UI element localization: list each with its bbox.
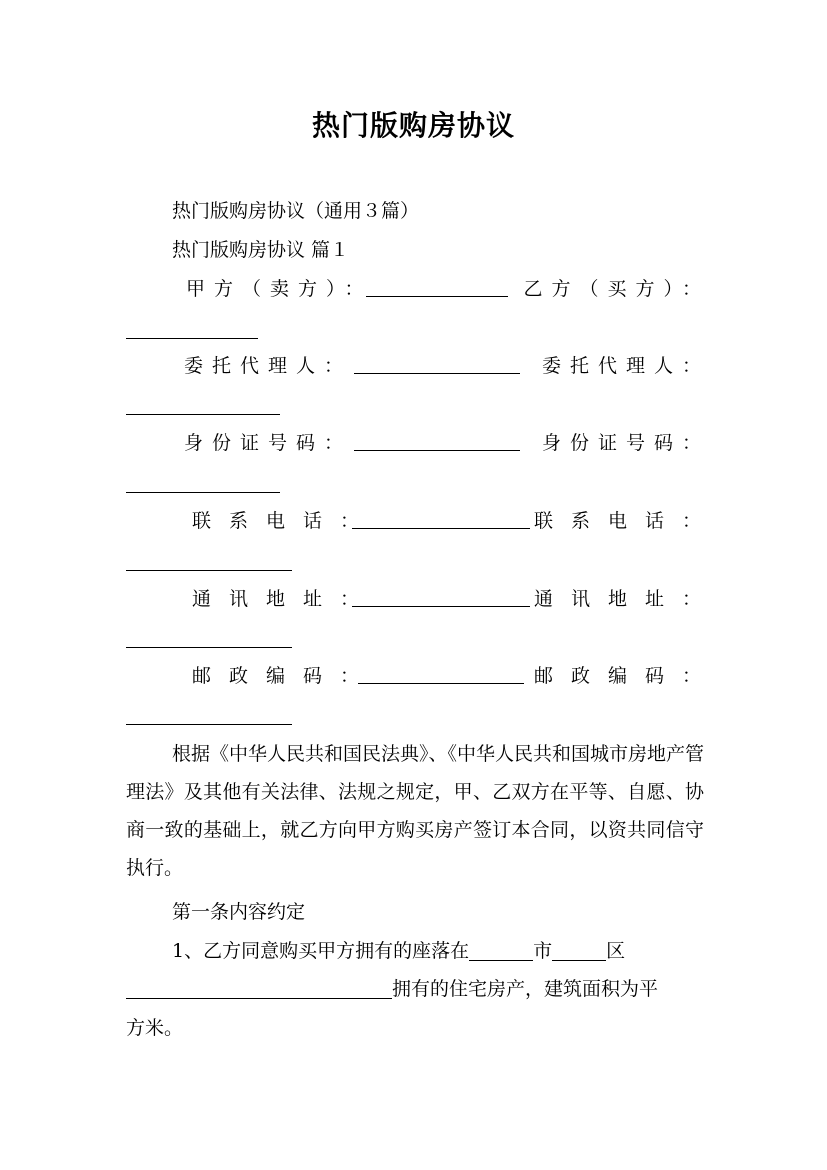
clause-1-line-2 — [126, 970, 701, 1008]
buyer-blank[interactable] — [126, 337, 258, 339]
clause-1-prefix: 1、乙方同意购买甲方拥有的座落在 — [172, 940, 470, 962]
id-a-blank[interactable] — [354, 424, 520, 451]
city-blank[interactable] — [469, 934, 533, 961]
phone-b-label: 联系电话： — [533, 510, 719, 532]
clause-1-suffix: 拥有的住宅房产，建筑面积为平 — [392, 978, 659, 1000]
postcode-b-blank[interactable] — [126, 723, 292, 725]
phone-b-blank[interactable] — [126, 569, 292, 571]
agent-b-label: 委托代理人： — [541, 355, 710, 377]
document-subtitle: 热门版购房协议（通用３篇） — [172, 200, 420, 222]
clause-1-line-1 — [126, 932, 747, 970]
field-row-id — [126, 424, 710, 462]
intro-paragraph: 根据《中华人民共和国民法典》、《中华人民共和国城市房地产管理法》及其他有关法律、法规之规定，甲、乙双方在平等、自愿、协商一致的基础上，就乙方向甲方购买房产签订本合同，以资共同信守执行。 — [126, 743, 705, 879]
phone-a-label: 联系电话： — [192, 510, 378, 532]
field-row-address — [126, 580, 719, 618]
district-blank[interactable] — [552, 934, 606, 961]
agent-a-blank[interactable] — [354, 347, 520, 374]
field-row-postcode — [126, 657, 719, 695]
address-b-label: 通讯地址： — [533, 588, 719, 610]
clause-1-city: 市 — [533, 940, 553, 962]
address-a-blank[interactable] — [352, 580, 530, 607]
phone-a-blank[interactable] — [352, 502, 530, 529]
clause-1-line-3: 方米。 — [126, 1017, 184, 1039]
location-blank[interactable] — [126, 972, 392, 999]
field-row-phone — [126, 502, 719, 540]
address-b-blank[interactable] — [126, 646, 292, 648]
section-heading: 热门版购房协议 篇１ — [172, 239, 350, 261]
clause-1-district: 区 — [606, 940, 626, 962]
agent-b-blank[interactable] — [126, 413, 280, 415]
postcode-a-blank[interactable] — [358, 657, 524, 684]
address-a-label: 通讯地址： — [192, 588, 378, 610]
postcode-b-label: 邮政编码： — [533, 665, 719, 687]
id-b-blank[interactable] — [126, 491, 280, 493]
postcode-a-label: 邮政编码： — [192, 665, 378, 687]
id-a-label: 身份证号码： — [184, 432, 353, 454]
field-row-party — [126, 270, 710, 308]
buyer-label: 乙方（买方）： — [523, 278, 710, 300]
seller-blank[interactable] — [366, 270, 508, 297]
article-1-heading: 第一条内容约定 — [172, 901, 306, 923]
seller-label: 甲方（卖方）： — [186, 278, 373, 300]
document-title: 热门版购房协议 — [311, 109, 515, 142]
agent-a-label: 委托代理人： — [184, 355, 353, 377]
id-b-label: 身份证号码： — [541, 432, 710, 454]
field-row-agent — [126, 347, 710, 385]
